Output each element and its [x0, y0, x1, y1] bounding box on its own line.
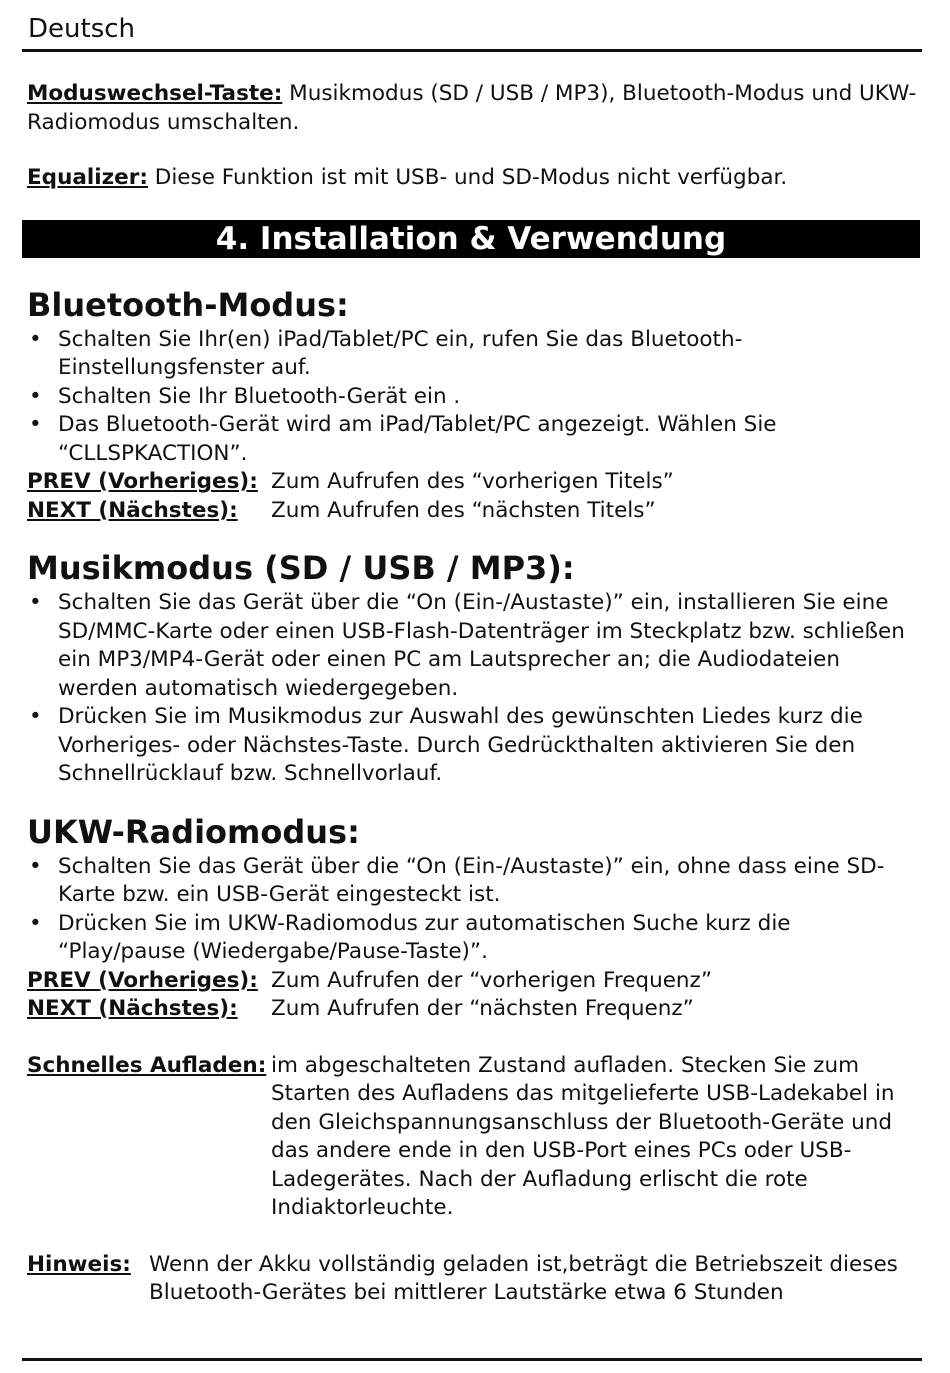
fm-radio-steps: [27, 853, 917, 967]
note-label: Hinweis:: [27, 1251, 131, 1277]
next-text: Zum Aufrufen der “nächsten Frequenz”: [271, 996, 694, 1021]
list-item: • Drücken Sie im UKW-Radiomodus zur automatischen Suche kurz die “Play/pause (Wiedergabe/Pause-Taste)”.: [27, 910, 917, 967]
music-mode-steps: [27, 589, 917, 789]
note-row: [27, 1251, 917, 1308]
equalizer-paragraph: [27, 164, 917, 193]
fm-prev-row: [27, 967, 917, 996]
bluetooth-next-row: [27, 497, 917, 526]
prev-label: PREV (Vorheriges):: [27, 469, 258, 494]
fm-next-row: [27, 995, 917, 1024]
bluetooth-heading: Bluetooth-Modus:: [27, 285, 349, 324]
next-text: Zum Aufrufen des “nächsten Titels”: [271, 497, 656, 523]
prev-text: Zum Aufrufen der “vorherigen Frequenz”: [271, 967, 712, 993]
mode-key-label: Moduswechsel-Taste:: [27, 81, 283, 106]
footer-divider: [22, 1358, 922, 1361]
equalizer-label: Equalizer:: [27, 165, 148, 190]
bluetooth-steps: [27, 326, 917, 469]
header-divider: [22, 49, 922, 52]
list-item: • Das Bluetooth-Gerät wird am iPad/Tablet/PC angezeigt. Wählen Sie “CLLSPKACTION”.: [27, 411, 917, 468]
prev-text: Zum Aufrufen des “vorherigen Titels”: [271, 469, 674, 494]
quick-charge-text: im abgeschalteten Zustand aufladen. Stecken Sie zum Starten des Aufladens das mitgelieferte USB-Ladekabel in den Gleichspannungsanschluss der Bluetooth-Geräte und das andere ende in den USB-Port eines PCs oder USB-Ladegerätes. Nach der Aufladung erlischt die rote Indiaktorleuchte.: [271, 1052, 895, 1220]
list-item: • Schalten Sie das Gerät über die “On (Ein-/Austaste)” ein, ohne dass eine SD-Karte bzw. ein USB-Gerät eingesteckt ist.: [27, 853, 917, 910]
prev-label: PREV (Vorheriges):: [27, 967, 258, 993]
mode-key-text: Musikmodus (SD / USB / MP3), Bluetooth-Modus und UKW-Radiomodus umschalten.: [27, 81, 917, 135]
list-item: • Drücken Sie im Musikmodus zur Auswahl des gewünschten Liedes kurz die Vorheriges- oder Nächstes-Taste. Durch Gedrückthalten aktivieren Sie den Schnellrücklauf bzw. Schnellvorlauf.: [27, 703, 917, 789]
fm-radio-heading: UKW-Radiomodus:: [27, 812, 360, 851]
section-title-banner: 4. Installation & Verwendung: [22, 220, 920, 258]
manual-page-content: [27, 80, 917, 1308]
page-language-header: Deutsch: [28, 14, 136, 44]
quick-charge-label: Schnelles Aufladen:: [27, 1052, 267, 1078]
next-label: NEXT (Nächstes):: [27, 996, 238, 1021]
mode-key-paragraph: [27, 80, 917, 137]
list-item: • Schalten Sie Ihr Bluetooth-Gerät ein .: [27, 383, 917, 412]
list-item: • Schalten Sie das Gerät über die “On (Ein-/Austaste)” ein, installieren Sie eine SD/MMC-Karte oder einen USB-Flash-Datenträger im Steckplatz bzw. schließen ein MP3/MP4-Gerät oder einen PC am Lautsprecher an; die Audiodateien werden automatisch wiedergegeben.: [27, 589, 917, 703]
music-mode-heading: Musikmodus (SD / USB / MP3):: [27, 549, 575, 587]
equalizer-text: Diese Funktion ist mit USB- und SD-Modus nicht verfügbar.: [147, 165, 788, 190]
next-label: NEXT (Nächstes):: [27, 497, 238, 523]
note-text: Wenn der Akku vollständig geladen ist,beträgt die Betriebszeit dieses Bluetooth-Gerätes bei mittlerer Lautstärke etwa 6 Stunden: [149, 1251, 898, 1305]
list-item: • Schalten Sie Ihr(en) iPad/Tablet/PC ein, rufen Sie das Bluetooth-Einstellungsfenster auf.: [27, 326, 917, 383]
bluetooth-prev-row: [27, 468, 917, 497]
quick-charge-row: [27, 1052, 917, 1223]
